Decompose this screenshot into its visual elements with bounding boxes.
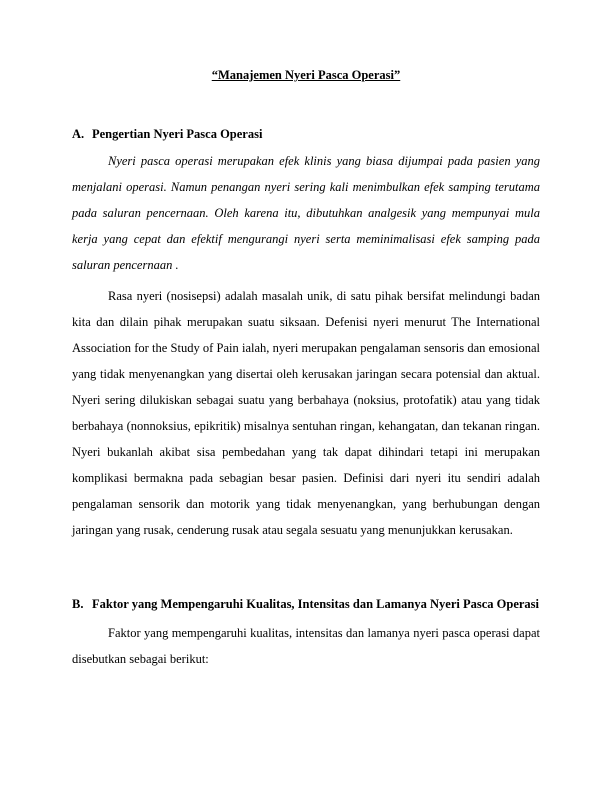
section-a-title: Pengertian Nyeri Pasca Operasi bbox=[92, 127, 263, 141]
section-a-paragraph-2: Rasa nyeri (nosisepsi) adalah masalah unik, di satu pihak bersifat melindungi badan kita dan dilain pihak merupakan suatu siksaan. Defenisi nyeri menurut The International Association for the Study of Pain ialah, nyeri merupakan pengalaman sensoris dan emosional yang tidak menyenangkan yang disertai oleh kerusakan jaringan secara potensial dan aktual. Nyeri sering dilukiskan sebagai suatu yang berbahaya (noksius, protofatik) atau yang tidak berbahaya (nonnoksius, epikritik) misalnya sentuhan ringan, kehangatan, dan tekanan ringan. Nyeri bukanlah akibat sisa pembedahan yang tak dapat dihindari tetapi ini merupakan komplikasi bermakna pada sebagian besar pasien. Definisi dari nyeri itu sendiri adalah pengalaman sensorik dan motorik yang tidak menyenangkan, yang berhubungan dengan jaringan yang rusak, cenderung rusak atau segala sesuatu yang menunjukkan kerusakan. bbox=[72, 289, 540, 537]
section-b-title: Faktor yang Mempengaruhi Kualitas, Intensitas dan Lamanya Nyeri Pasca Operasi bbox=[92, 597, 540, 611]
document-title: “Manajemen Nyeri Pasca Operasi” bbox=[211, 68, 401, 82]
section-b-paragraph-1: Faktor yang mempengaruhi kualitas, intensitas dan lamanya nyeri pasca operasi dapat disebutkan sebagai berikut: bbox=[72, 626, 540, 666]
section-a-number: A. bbox=[72, 127, 85, 141]
section-b-heading bbox=[72, 597, 539, 612]
section-b-number: B. bbox=[72, 597, 84, 611]
section-a-heading bbox=[72, 127, 262, 142]
section-a-paragraph-1: Nyeri pasca operasi merupakan efek klinis yang biasa dijumpai pada pasien yang menjalani operasi. Namun penangan nyeri sering kali menimbulkan efek samping terutama pada saluran pencernaan. Oleh karena itu, dibutuhkan analgesik yang mempunyai mula kerja yang cepat dan efektif mengurangi nyeri serta meminimalisasi efek samping pada saluran pencernaan . bbox=[72, 154, 540, 272]
